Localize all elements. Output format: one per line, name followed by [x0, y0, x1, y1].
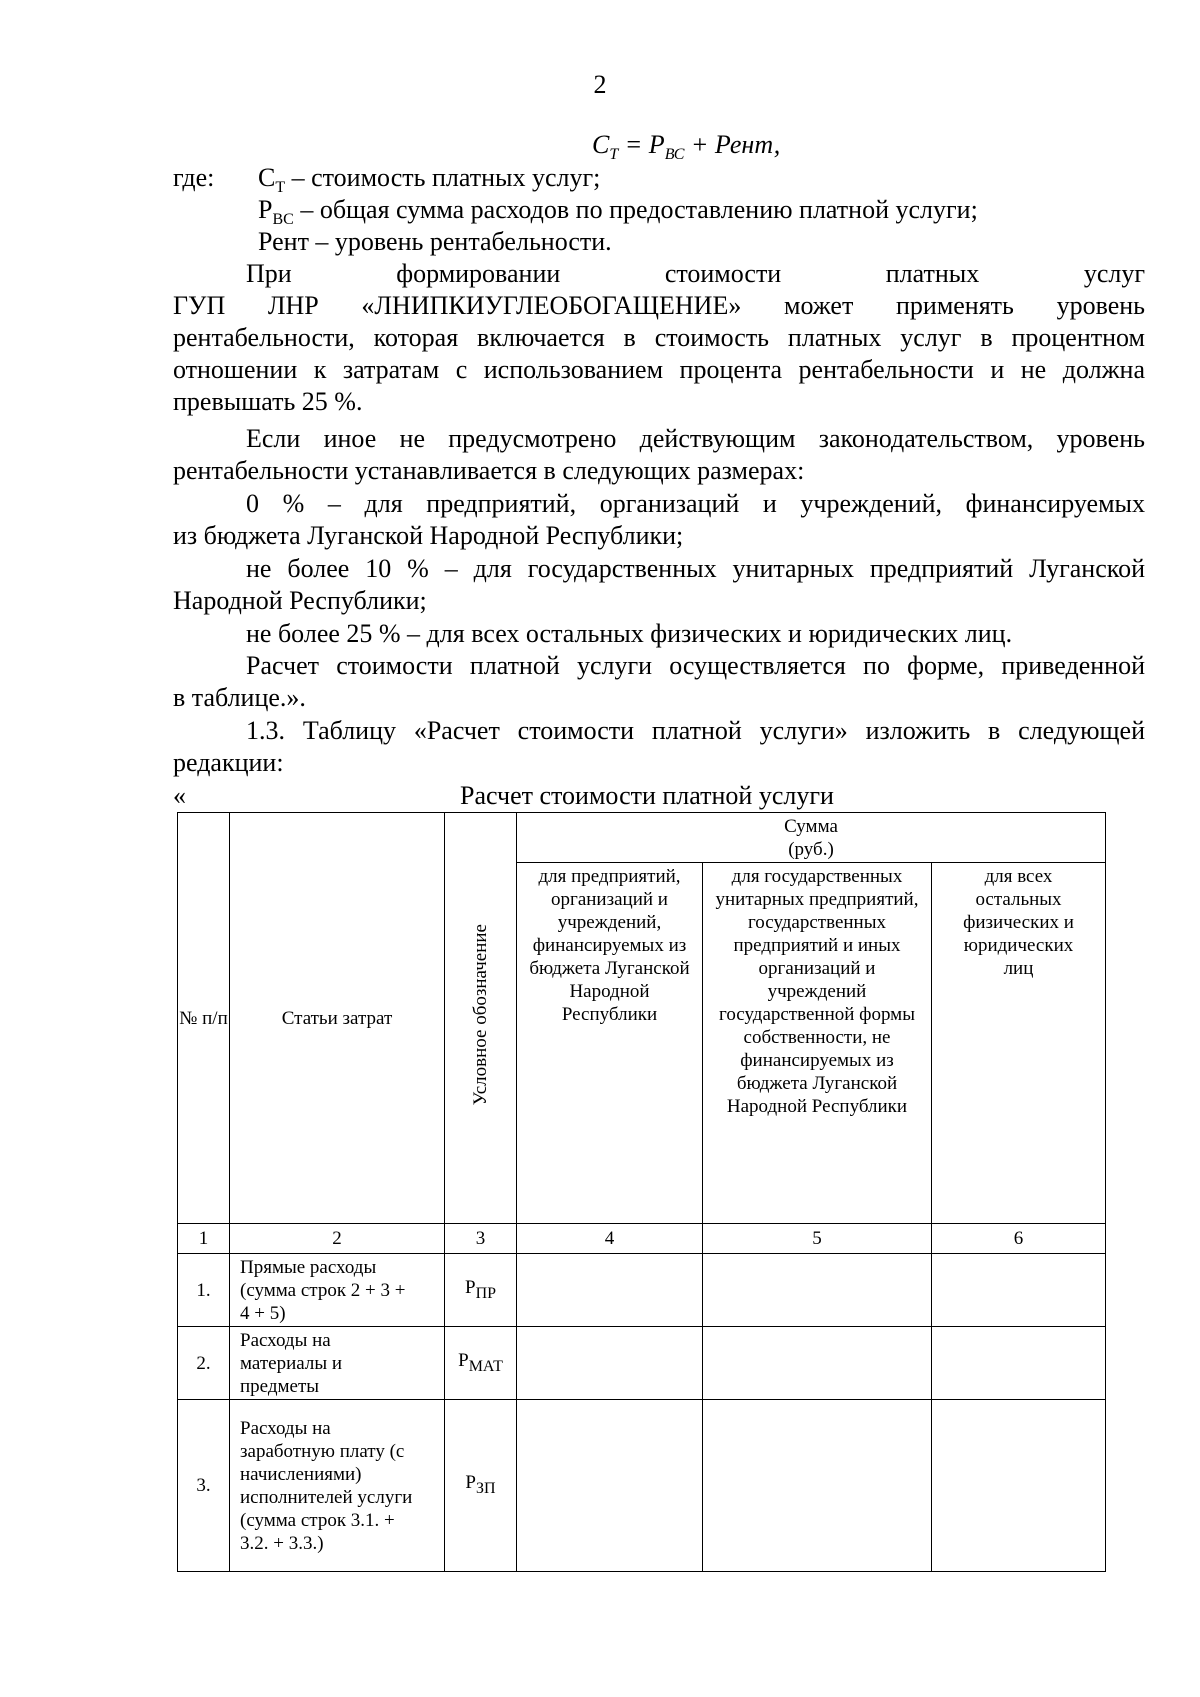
row-number: 2.	[178, 1327, 230, 1400]
paragraph-7-line-2: редакции:	[173, 748, 284, 777]
table-row	[178, 1254, 1106, 1327]
where-label: где:	[173, 163, 215, 192]
paragraph-1-line-1: При формировании стоимости платных услуг	[246, 259, 1145, 288]
table-row	[178, 1327, 1106, 1400]
column-number-5: 5	[703, 1224, 932, 1254]
header-col-budget: для предприятий, организаций и учреждений, финансируемых из бюджета Луганской Народной Республики	[517, 863, 703, 1224]
paragraph-3-line-2: из бюджета Луганской Народной Республики;	[173, 521, 684, 550]
row-cost-item: Расходы на заработную плату (с начислениями) исполнителей услуги (сумма строк 3.1. + 3.2. + 3.3.)	[230, 1400, 445, 1572]
row-number: 3.	[178, 1400, 230, 1572]
cost-formula: $C_Т = P_{ВС}$ + Рент,	[592, 130, 781, 164]
row-symbol: $Р_{ЗП}$	[445, 1400, 517, 1572]
paragraph-6-line-2: в таблице.».	[173, 683, 306, 712]
paragraph-5-line-1: не более 25 % – для всех остальных физических и юридических лиц.	[246, 619, 1013, 648]
column-number-1: 1	[178, 1224, 230, 1254]
header-col-other: для всех остальных физических и юридических лиц	[932, 863, 1106, 1224]
definition-rent: Рент – уровень рентабельности.	[258, 227, 612, 256]
row-value-col6	[932, 1327, 1106, 1400]
paragraph-1-line-3: рентабельности, которая включается в стоимость платных услуг в процентном	[173, 323, 1145, 352]
paragraph-7-line-1: 1.3. Таблицу «Расчет стоимости платной услуги» изложить в следующей	[246, 716, 1145, 745]
table-row	[178, 1400, 1106, 1572]
column-number-3: 3	[445, 1224, 517, 1254]
paragraph-1-line-2: ГУП ЛНР «ЛНИПКИУГЛЕОБОГАЩЕНИЕ» может применять уровень	[173, 291, 1145, 320]
paragraph-2-line-1: Если иное не предусмотрено действующим законодательством, уровень	[246, 424, 1145, 453]
definition-ct: $С_Т$ – стоимость платных услуг;	[258, 163, 601, 197]
paragraph-4-line-2: Народной Республики;	[173, 586, 427, 615]
column-number-2: 2	[230, 1224, 445, 1254]
row-symbol: $Р_{ПР}$	[445, 1254, 517, 1327]
definition-pvs: $Р_{ВС}$ – общая сумма расходов по предоставлению платной услуги;	[258, 195, 978, 229]
row-value-col4	[517, 1327, 703, 1400]
row-value-col6	[932, 1254, 1106, 1327]
header-symbol: Условное обозначение	[445, 813, 517, 1224]
header-cost-items: Статьи затрат	[230, 813, 445, 1224]
paragraph-1-line-5: превышать 25 %.	[173, 387, 363, 416]
column-number-4: 4	[517, 1224, 703, 1254]
row-value-col5	[703, 1400, 932, 1572]
row-value-col6	[932, 1400, 1106, 1572]
table-title: Расчет стоимости платной услуги	[460, 781, 834, 810]
row-value-col5	[703, 1327, 932, 1400]
row-symbol: $Р_{МАТ}$	[445, 1327, 517, 1400]
header-sum: Сумма (руб.)	[517, 813, 1106, 863]
page-number: 2	[593, 70, 607, 99]
row-value-col4	[517, 1254, 703, 1327]
row-cost-item: Прямые расходы (сумма строк 2 + 3 + 4 + 5)	[230, 1254, 445, 1327]
row-value-col4	[517, 1400, 703, 1572]
paragraph-6-line-1: Расчет стоимости платной услуги осуществляется по форме, приведенной	[246, 651, 1145, 680]
header-number: № п/п	[178, 813, 230, 1224]
paragraph-2-line-2: рентабельности устанавливается в следующих размерах:	[173, 456, 805, 485]
open-quote: «	[173, 781, 186, 810]
paragraph-3-line-1: 0 % – для предприятий, организаций и учреждений, финансируемых	[246, 489, 1145, 518]
paragraph-1-line-4: отношении к затратам с использованием процента рентабельности и не должна	[173, 355, 1145, 384]
paragraph-4-line-1: не более 10 % – для государственных унитарных предприятий Луганской	[246, 554, 1145, 583]
header-col-state: для государственных унитарных предприятий, государственных предприятий и иных организаций и учреждений государственной формы собственности, не финансируемых из бюджета Луганской Народной Республики	[703, 863, 932, 1224]
cost-table	[177, 812, 1106, 1572]
row-number: 1.	[178, 1254, 230, 1327]
column-number-6: 6	[932, 1224, 1106, 1254]
row-value-col5	[703, 1254, 932, 1327]
row-cost-item: Расходы на материалы и предметы	[230, 1327, 445, 1400]
